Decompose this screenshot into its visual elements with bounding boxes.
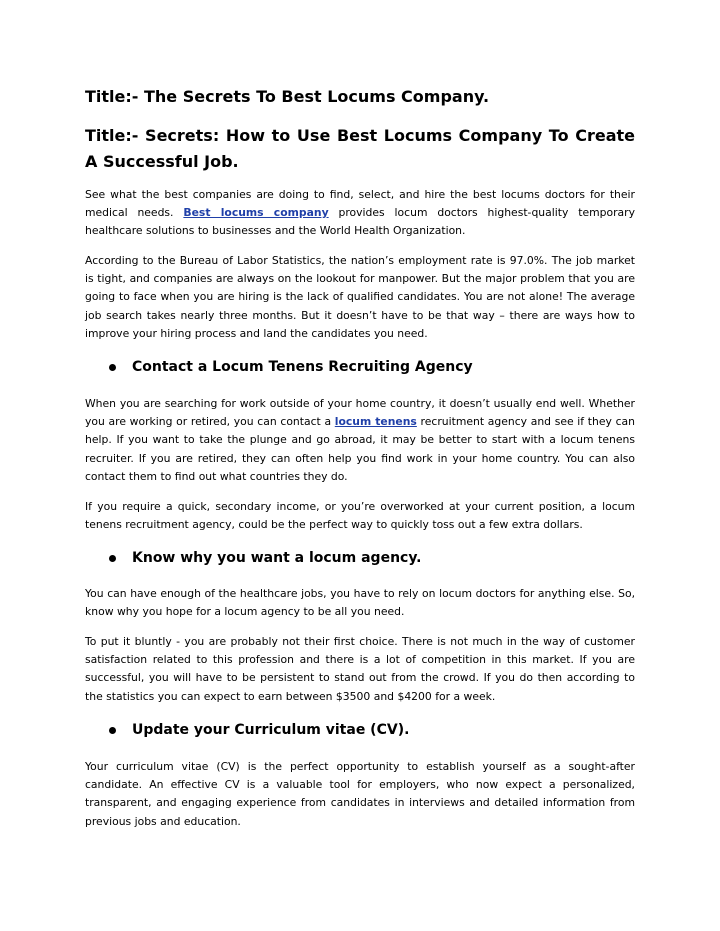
searching-text-end: recruitment agency and see if they can help. If you want to take the plunge and go abroad, it may be better to start with a locum tenens recruiter. If you are retired, they can often help you find work in your home country. You can also contact them to find out what countries they do.: [85, 415, 635, 483]
employment-paragraph: According to the Bureau of Labor Statistics, the nation’s employment rate is 97.0%. The job market is tight, and companies are always on the lookout for manpower. But the major problem that you are going to face when you are hiring is the lack of qualified candidates. You are not alone! The average job search takes nearly three months. But it doesn’t have to be that way – there are ways how to improve your hiring process and land the candidates you need.: [85, 254, 635, 340]
searching-work-paragraph: [85, 395, 635, 486]
bullet-heading-text: Know why you want a locum agency.: [132, 550, 422, 566]
bullet-heading-text: Contact a Locum Tenens Recruiting Agency: [132, 359, 473, 375]
bullet-dot-icon: [109, 364, 116, 371]
document-title: Title:- The Secrets To Best Locums Company.: [85, 87, 490, 106]
document-page: [85, 0, 635, 931]
bullet-heading-update-cv: [109, 720, 629, 740]
bullet-heading-text: Update your Curriculum vitae (CV).: [132, 722, 410, 738]
intro-text-start: See what the best companies are doing to find, select, and hire the best locums doctors for their medical needs.: [85, 188, 635, 220]
bullet-heading-know-why: [109, 548, 629, 568]
searching-text-start: When you are searching for work outside of your home country, it doesn’t usually end well. Whether you are working or retired, you can contact a: [85, 397, 635, 429]
curriculum-vitae-paragraph: Your curriculum vitae (CV) is the perfect opportunity to establish yourself as a sought-after candidate. An effective CV is a valuable tool for employers, who now expect a personalized, transparent, and engaging experience from candidates in interviews and detailed information from previous jobs and education.: [85, 760, 635, 828]
healthcare-jobs-paragraph: You can have enough of the healthcare jobs, you have to rely on locum doctors for anything else. So, know why you hope for a locum agency to be all you need.: [85, 587, 635, 619]
bullet-dot-icon: [109, 727, 116, 734]
bullet-dot-icon: [109, 555, 116, 562]
put-it-bluntly-paragraph: To put it bluntly - you are probably not their first choice. There is not much in the way of customer satisfaction related to this profession and there is a lot of competition in this market. If you are successful, you will have to be persistent to stand out from the crowd. If you do then according to the statistics you can expect to earn between $3500 and $4200 for a week.: [85, 635, 635, 703]
locum-tenens-link[interactable]: locum tenens: [334, 415, 417, 429]
intro-text-end: provides locum doctors highest-quality temporary healthcare solutions to businesses and the World Health Organization.: [85, 206, 636, 238]
bullet-heading-contact-agency: [109, 357, 629, 377]
document-subtitle: Title:- Secrets: How to Use Best Locums Company To Create A Successful Job.: [85, 126, 635, 171]
best-locums-company-link[interactable]: Best locums company: [183, 206, 329, 220]
intro-paragraph: [85, 186, 635, 241]
secondary-income-paragraph: If you require a quick, secondary income, or you’re overworked at your current position, a locum tenens recruitment agency, could be the perfect way to quickly toss out a few extra dollars.: [85, 500, 635, 532]
